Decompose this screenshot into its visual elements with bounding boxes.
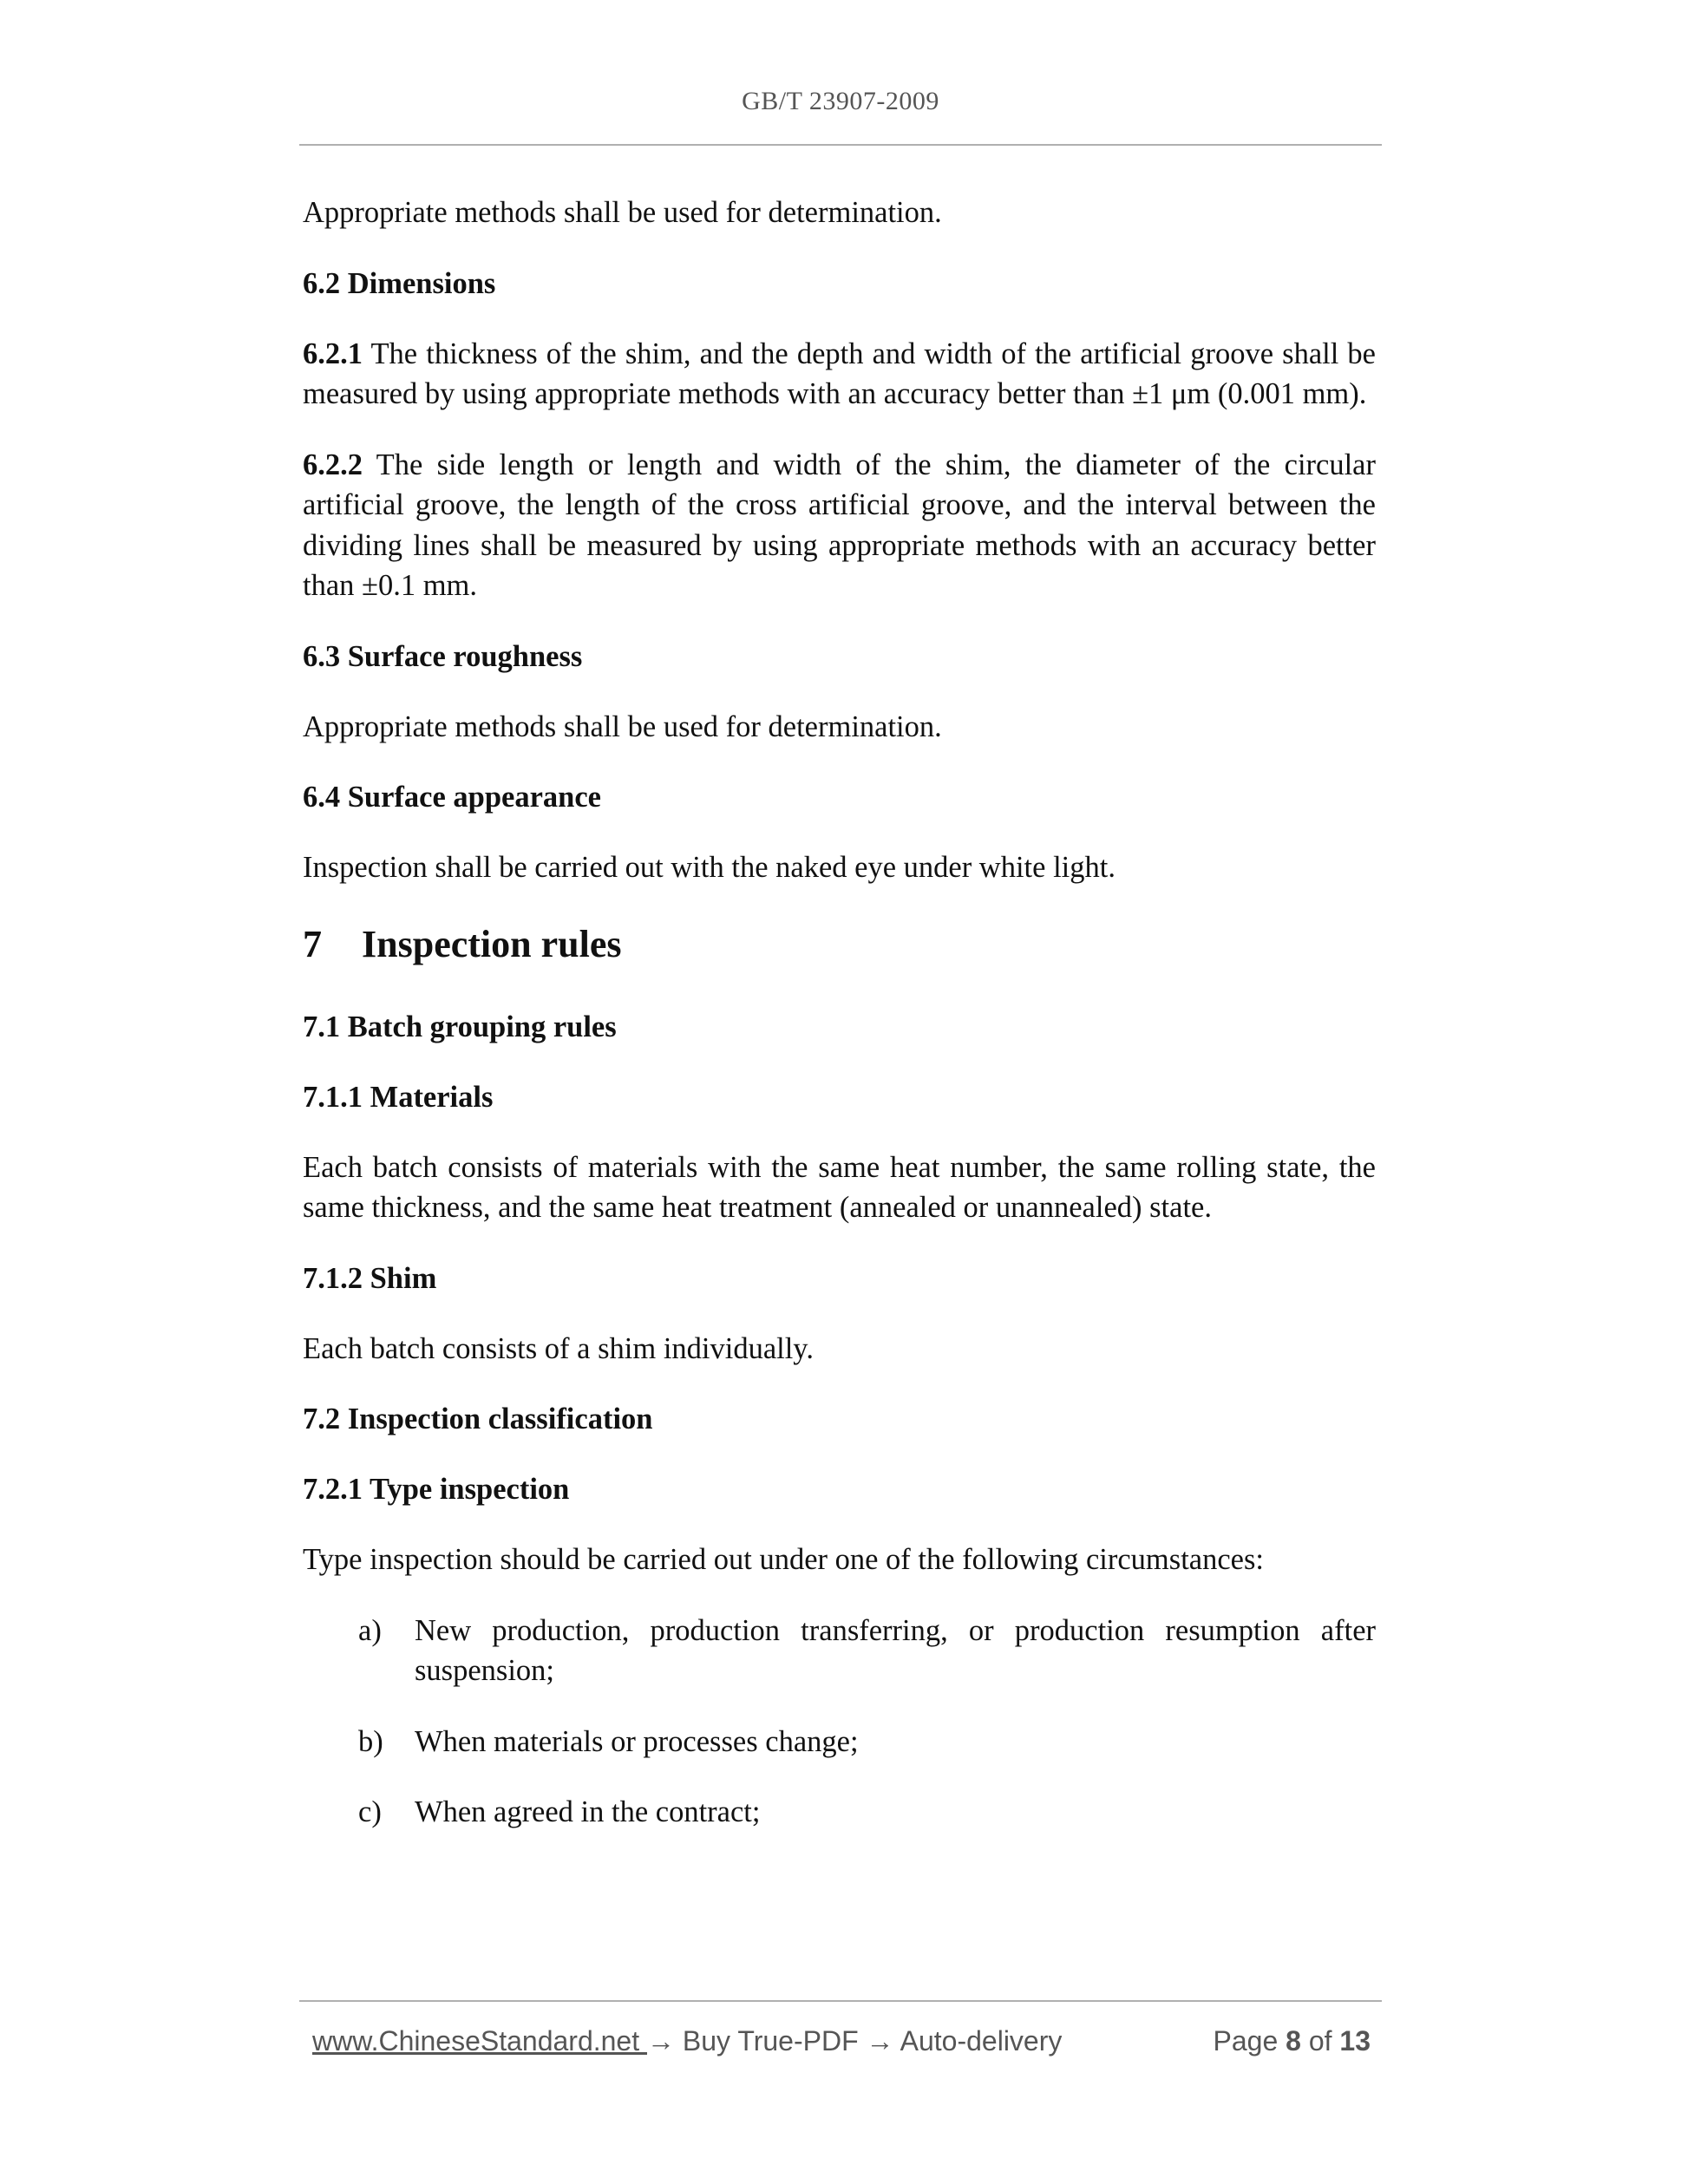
- intro-paragraph: Appropriate methods shall be used for determination.: [303, 196, 942, 229]
- section-6-4-text: Inspection shall be carried out with the naked eye under white light.: [303, 851, 1116, 884]
- section-7-1-1-text: Each batch consists of materials with the same heat number, the same rolling state, the same thickness, and the same heat treatment (annealed or unannealed) state.: [303, 1150, 1376, 1224]
- clause-number: 6.2.1: [303, 337, 363, 370]
- auto-delivery-text: Auto-delivery: [900, 2025, 1063, 2056]
- page-number-indicator: [1214, 2022, 1371, 2060]
- chapter-title: Inspection rules: [362, 922, 622, 965]
- header-divider: [299, 144, 1382, 146]
- buy-true-pdf-text: Buy True-PDF: [682, 2025, 859, 2056]
- section-7-1-2-heading: 7.1.2 Shim: [303, 1261, 437, 1295]
- arrow-right-icon: →: [866, 2025, 894, 2056]
- list-item-c: [303, 1792, 1376, 1833]
- section-7-1-2-text: Each batch consists of a shim individually.: [303, 1331, 814, 1365]
- section-7-1-1-heading: 7.1.1 Materials: [303, 1080, 494, 1114]
- section-7-2-1-heading: 7.2.1 Type inspection: [303, 1473, 570, 1506]
- document-body: [303, 193, 1376, 1863]
- page-label: Page: [1213, 2025, 1279, 2056]
- list-marker: c): [358, 1795, 382, 1828]
- list-marker: a): [358, 1613, 382, 1647]
- list-item-text: New production, production transferring, or production resumption after suspension;: [415, 1613, 1376, 1687]
- section-7-2-heading: 7.2 Inspection classification: [303, 1403, 653, 1435]
- clause-6-2-1: [303, 334, 1376, 415]
- page-of-label: of: [1308, 2025, 1332, 2056]
- chapter-number: 7: [303, 922, 322, 965]
- footer-divider: [299, 2000, 1382, 2002]
- section-6-3-text: Appropriate methods shall be used for determination.: [303, 709, 942, 743]
- section-7-1-heading: 7.1 Batch grouping rules: [303, 1010, 617, 1043]
- website-link[interactable]: www.ChineseStandard.net: [312, 2025, 647, 2056]
- page-total: 13: [1339, 2025, 1371, 2056]
- list-item-b: [303, 1722, 1376, 1762]
- arrow-right-icon: →: [647, 2025, 675, 2056]
- list-item-text: When agreed in the contract;: [415, 1795, 761, 1828]
- clause-number: 6.2.2: [303, 448, 363, 481]
- chapter-7-heading: [303, 919, 1376, 971]
- page-header-standard-id: GB/T 23907-2009: [742, 87, 939, 115]
- list-item-text: When materials or processes change;: [415, 1724, 859, 1758]
- page-footer: [312, 2022, 1371, 2060]
- clause-6-2-2: [303, 445, 1376, 606]
- clause-text: The thickness of the shim, and the depth and width of the artificial groove shall be measured by using appropriate methods with an accuracy better than ±1 μm (0.001 mm).: [303, 337, 1376, 410]
- clause-text: The side length or length and width of the shim, the diameter of the circular artificial groove, the length of the cross artificial groove, and the interval between the dividing lines shall be measured by using appropriate methods with an accuracy better than ±0.1 mm.: [303, 448, 1376, 602]
- section-7-2-1-text: Type inspection should be carried out under one of the following circumstances:: [303, 1543, 1264, 1576]
- list-marker: b): [358, 1724, 383, 1758]
- section-6-4-heading: 6.4 Surface appearance: [303, 781, 601, 814]
- list-item-a: [303, 1611, 1376, 1691]
- section-6-3-heading: 6.3 Surface roughness: [303, 639, 583, 673]
- section-6-2-heading: 6.2 Dimensions: [303, 266, 496, 300]
- page-current: 8: [1286, 2025, 1301, 2056]
